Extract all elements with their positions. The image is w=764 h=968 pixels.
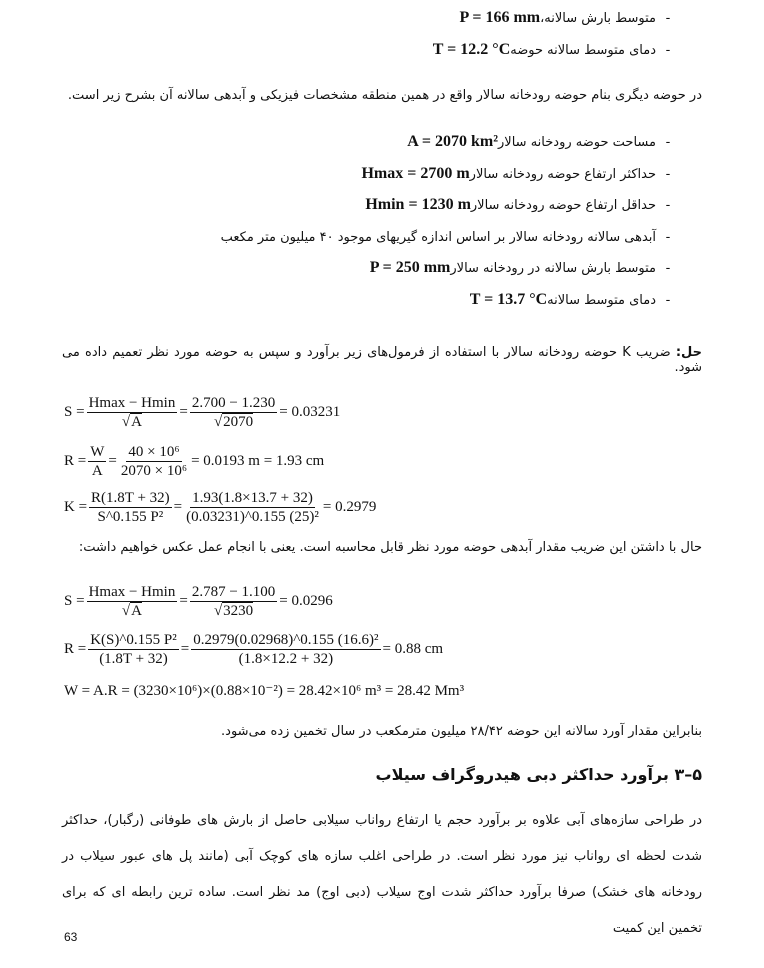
page-number: 63 bbox=[64, 930, 78, 944]
list-item: -آبدهی سالانه رودخانه سالار بر اساس اندازه گیریهای موجود ۴۰ میلیون متر مکعب bbox=[220, 229, 671, 245]
equation-s1: S = $\frac{Hmax - Hmin}{√A}$ = $\frac{2.700 - 1.230}{√2070}$ = 0.03231 bbox=[64, 395, 341, 430]
equation-r2: R = $\frac{\text{K(S)\textasciicircum{}0.155 P²}}{(1.8T + 32)}$ = $\frac{\text{0.2979(0.02968)\textasciicircum{}0.155 (16.6)²}}{(1.8\times 12.2 + 32)}$ = 0.88 cm bbox=[64, 632, 444, 667]
conclusion-paragraph: بنابراین مقدار آورد سالانه این حوضه ۲۸/۴۲ میلیون مترمکعب در سال تخمین زده می‌شود. bbox=[221, 724, 702, 739]
equation-k1: K = $\frac{R(1.8T + 32)}{\text{S\textasciicircum{}0.155 P²}}$ = $\frac{1.93(1.8\times 13.7 + 32)}{\text{(0.03231)\textasciicircum{}0.155 (25)²}}$ = 0.2979 bbox=[64, 490, 377, 525]
bullet-list-basin bbox=[217, 126, 680, 315]
intro-paragraph: در حوضه دیگری بنام حوضه رودخانه سالار واقع در همین منطقه مشخصات فیزیکی و آبدهی سالانه آن بشرح زیر است. bbox=[67, 88, 702, 103]
bullet-list-top bbox=[429, 2, 680, 65]
equation-w2: W = A.R = (3230×10⁶)×(0.88×10⁻²) = 28.42×10⁶ m³ = 28.42 Mm³ bbox=[64, 683, 465, 699]
list-item: -حداقل ارتفاع حوضه رودخانه سالارHmin = 1230 m bbox=[365, 196, 671, 213]
list-item: -دمای متوسط سالانه حوضهT = 12.2 °C bbox=[432, 40, 671, 58]
equation-r1: R = $\frac{W}{A}$ = $\frac{\text{40 × 10⁶}}{\text{2070 × 10⁶}}$ = 0.0193 m = 1.93 cm bbox=[64, 444, 325, 479]
body-paragraph: در طراحی سازه‌های آبی علاوه بر برآورد حجم یا ارتفاع رواناب سیلابی حاصل از بارش های طوفانی (رگبار)، حداکثر شدت لحظه ای رواناب نیز مورد نظر است. در طراحی اغلب سازه های کوچک آبی (مانند پل های عبور سیلاب در رودخانه های خشک) صرفا برآورد حداکثر شدت اوج سیلاب (دبی اوج) مد نظر است. ساده ترین رابطه ای که برای تخمین این کمیت bbox=[62, 813, 702, 936]
list-item: -حداکثر ارتفاع حوضه رودخانه سالارHmax = 2700 m bbox=[361, 164, 671, 182]
solution-label: حل: bbox=[675, 345, 703, 360]
list-item: -متوسط بارش سالانه در رودخانه سالارP = 250 mm bbox=[369, 259, 671, 276]
solution-paragraph bbox=[62, 345, 702, 375]
list-item: -متوسط بارش سالانه،P = 166 mm bbox=[459, 9, 671, 26]
transition-paragraph: حال با داشتن این ضریب مقدار آبدهی حوضه مورد نظر قابل محاسبه است. یعنی با انجام عمل عکس خواهیم داشت: bbox=[78, 540, 702, 555]
solution-text: ضریب K حوضه رودخانه سالار با استفاده از فرمول‌های زیر برآورد و سپس به حوضه مورد نظر تعمیم داده می شود. bbox=[62, 345, 702, 375]
list-item: -مساحت حوضه رودخانه سالارA = 2070 km² bbox=[407, 133, 671, 150]
equation-s2: S = $\frac{Hmax - Hmin}{√A}$ = $\frac{2.787 - 1.100}{√3230}$ = 0.0296 bbox=[64, 584, 333, 619]
section-heading: ۵–۳ برآورد حداکثر دبی هیدروگراف سیلاب bbox=[375, 765, 702, 784]
list-item: -دمای متوسط سالانهT = 13.7 °C bbox=[469, 290, 671, 308]
